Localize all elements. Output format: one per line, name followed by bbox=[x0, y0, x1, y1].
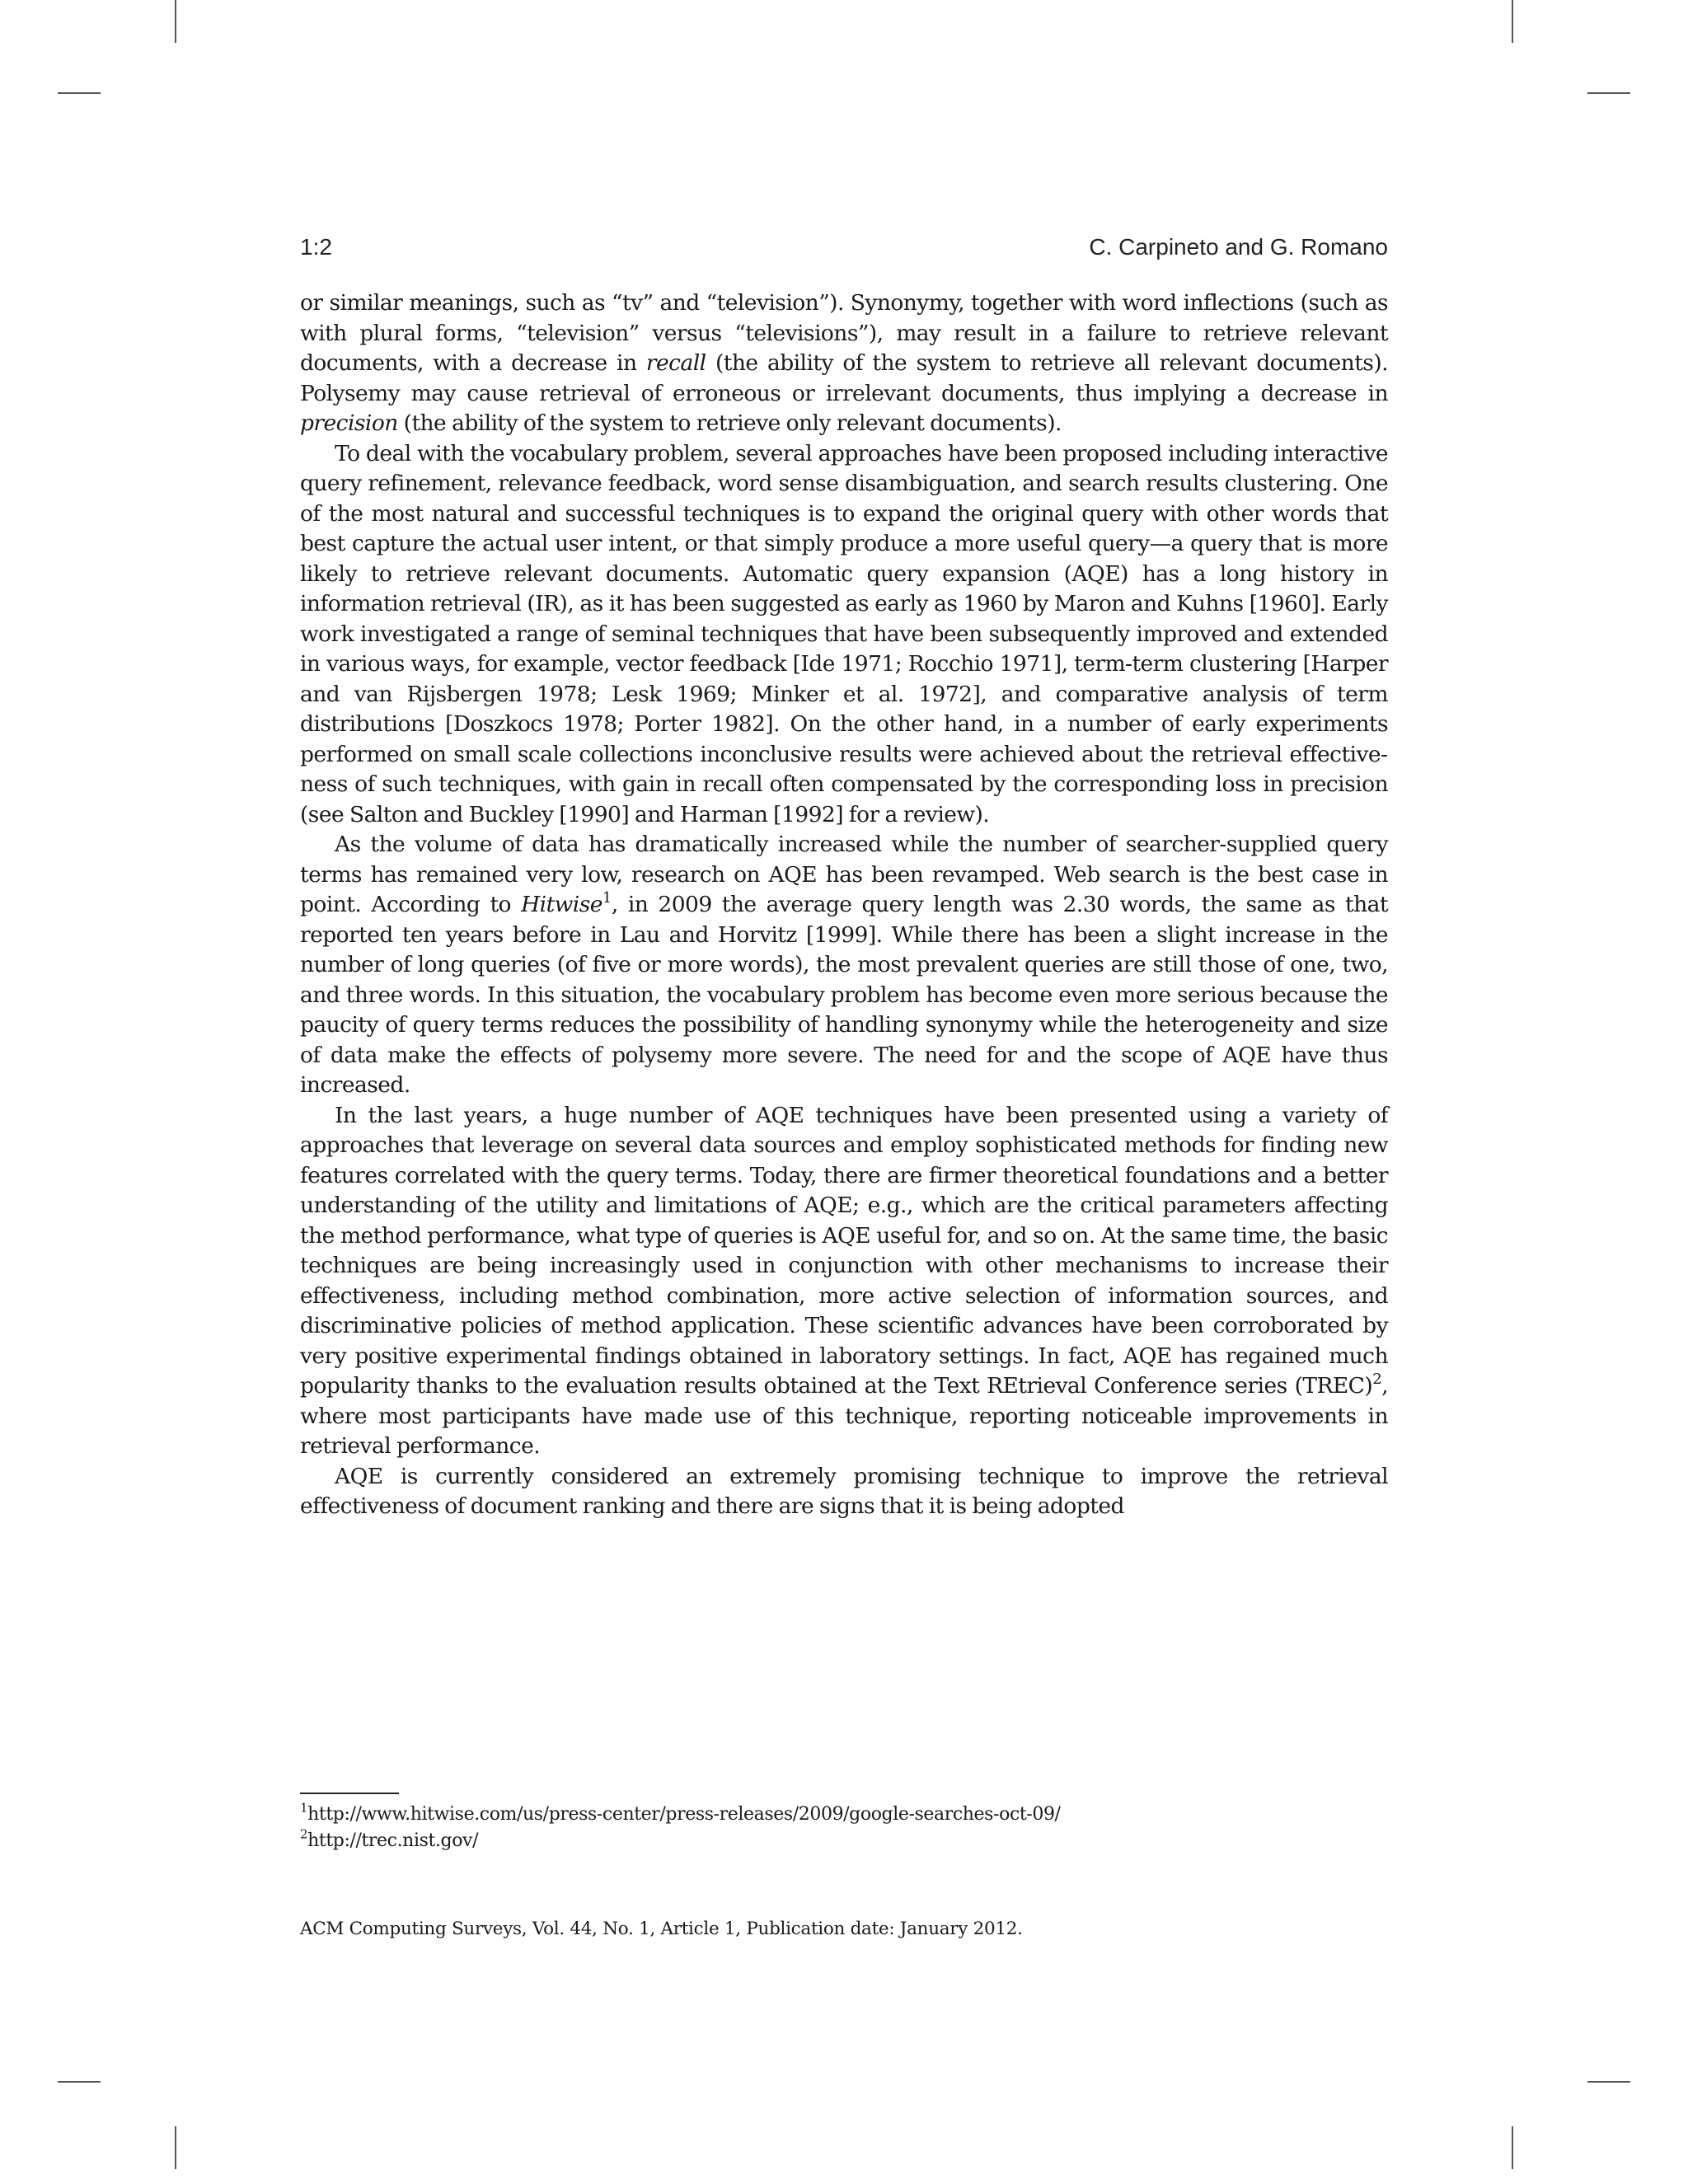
running-head-authors: C. Carpineto and G. Romano bbox=[1089, 234, 1388, 260]
footnote bbox=[300, 1802, 1388, 1828]
paragraph: AQE is currently considered an extremely promising technique to improve the retrieval effectiveness of document ranking and there are signs that it is being adopted bbox=[300, 1463, 1388, 1519]
paragraph bbox=[300, 1101, 1388, 1462]
crop-mark bbox=[1512, 0, 1513, 43]
footnote-ref[interactable]: 1 bbox=[602, 888, 612, 907]
footnote-mark: 2 bbox=[300, 1826, 308, 1842]
emphasis-hitwise: Hitwise bbox=[521, 892, 603, 917]
emphasis-precision: precision bbox=[300, 410, 398, 436]
crop-mark bbox=[175, 2126, 176, 2169]
crop-mark bbox=[1587, 92, 1630, 94]
text-run: As the volume of data has dramatically increased while the number of searcher-supplied query terms has remained very low, research on AQE has been revamped. Web search is the best case in point. According to bbox=[300, 832, 1388, 917]
footnote-ref[interactable]: 2 bbox=[1372, 1370, 1382, 1388]
page-content bbox=[300, 231, 1388, 1522]
footnote-link[interactable]: http://trec.nist.gov/ bbox=[307, 1830, 479, 1851]
paragraph bbox=[300, 288, 1388, 439]
emphasis-recall: recall bbox=[645, 350, 706, 376]
text-run: , in 2009 the average query length was 2.30 words, the same as that reported ten years before in Lau and Horvitz [1999]. While there has been a slight increase in the number of long queries (of five or more words), the most prevalent queries are still those of one, two, and three words. In this situation, the vocabulary problem has become even more serious because the paucity of query terms reduces the possibility of handling synonymy while the heterogeneity and size of data make the effects of polysemy more severe. The need for and the scope of AQE have thus increased. bbox=[300, 892, 1388, 1098]
journal-footer: ACM Computing Surveys, Vol. 44, No. 1, Article 1, Publication date: January 2012. bbox=[300, 1919, 1023, 1939]
text-run: (the ability of the system to retrieve all relevant documents). Polysemy may cause retrieval of erroneous or irrelevant documents, thus implying a decrease in bbox=[300, 350, 1388, 406]
page-number: 1:2 bbox=[300, 234, 332, 260]
text-run: , where most participants have made use of this technique, reporting noticeable improvements in retrieval performance. bbox=[300, 1373, 1388, 1459]
text-run: In the last years, a huge number of AQE techniques have been presented using a variety of approaches that leverage on several data sources and employ sophisticated methods for finding new features correlated with the query terms. Today, there are firmer theoretical foundations and a better understanding of the utility and limitations of AQE; e.g., which are the critical parameters affecting the method performance, what type of queries is AQE useful for, and so on. At the same time, the basic techniques are being increasingly used in conjunction with other mechanisms to increase their effectiveness, including method combination, more active selection of information sources, and discriminative policies of method application. These scientific advances have been corroborated by very positive experimental findings obtained in laboratory settings. In fact, AQE has regained much popularity thanks to the evaluation results obtained at the Text REtrieval Conference series (TREC) bbox=[300, 1102, 1388, 1399]
footnotes bbox=[300, 1802, 1388, 1854]
text-run: (the ability of the system to retrieve only relevant documents). bbox=[397, 410, 1062, 436]
crop-mark bbox=[58, 92, 101, 94]
footnote-link[interactable]: http://www.hitwise.com/us/press-center/press-releases/2009/google-searches-oct-09/ bbox=[307, 1804, 1061, 1825]
running-head bbox=[300, 231, 1388, 264]
crop-mark bbox=[1587, 2081, 1630, 2083]
footnote-mark: 1 bbox=[300, 1800, 308, 1816]
crop-mark bbox=[1512, 2126, 1513, 2169]
footnote bbox=[300, 1828, 1388, 1854]
body-text bbox=[300, 288, 1388, 1522]
text-run: or similar meanings, such as “tv” and “television”). Synonymy, together with word inflections (such as with plural forms, “television” versus “televisions”), may result in a failure to retrieve relevant documents, with a decrease in bbox=[300, 290, 1388, 376]
crop-mark bbox=[58, 2081, 101, 2083]
paragraph: To deal with the vocabulary problem, several approaches have been proposed including interactive query refinement, relevance feedback, word sense disambiguation, and search results clustering. One of the most natural and successful techniques is to expand the original query with other words that best capture the actual user intent, or that simply produce a more useful query—a query that is more likely to retrieve relevant documents. Automatic query expansion (AQE) has a long history in information retrieval (IR), as it has been suggested as early as 1960 by Maron and Kuhns [1960]. Early work investigated a range of seminal techniques that have been subsequently improved and extended in various ways, for example, vector feedback [Ide 1971; Rocchio 1971], term-term clustering [Harper and van Rijsbergen 1978; Lesk 1969; Minker et al. 1972], and comparative analysis of term distributions [Doszkocs 1978; Porter 1982]. On the other hand, in a number of early experiments performed on small scale collections inconclusive results were achieved about the retrieval effectiveness of such techniques, with gain in recall often compensated by the corresponding loss in precision (see Salton and Buckley [1990] and Harman [1992] for a review). bbox=[300, 440, 1388, 827]
paragraph bbox=[300, 830, 1388, 1101]
footnote-rule bbox=[300, 1793, 399, 1794]
crop-mark bbox=[175, 0, 176, 43]
